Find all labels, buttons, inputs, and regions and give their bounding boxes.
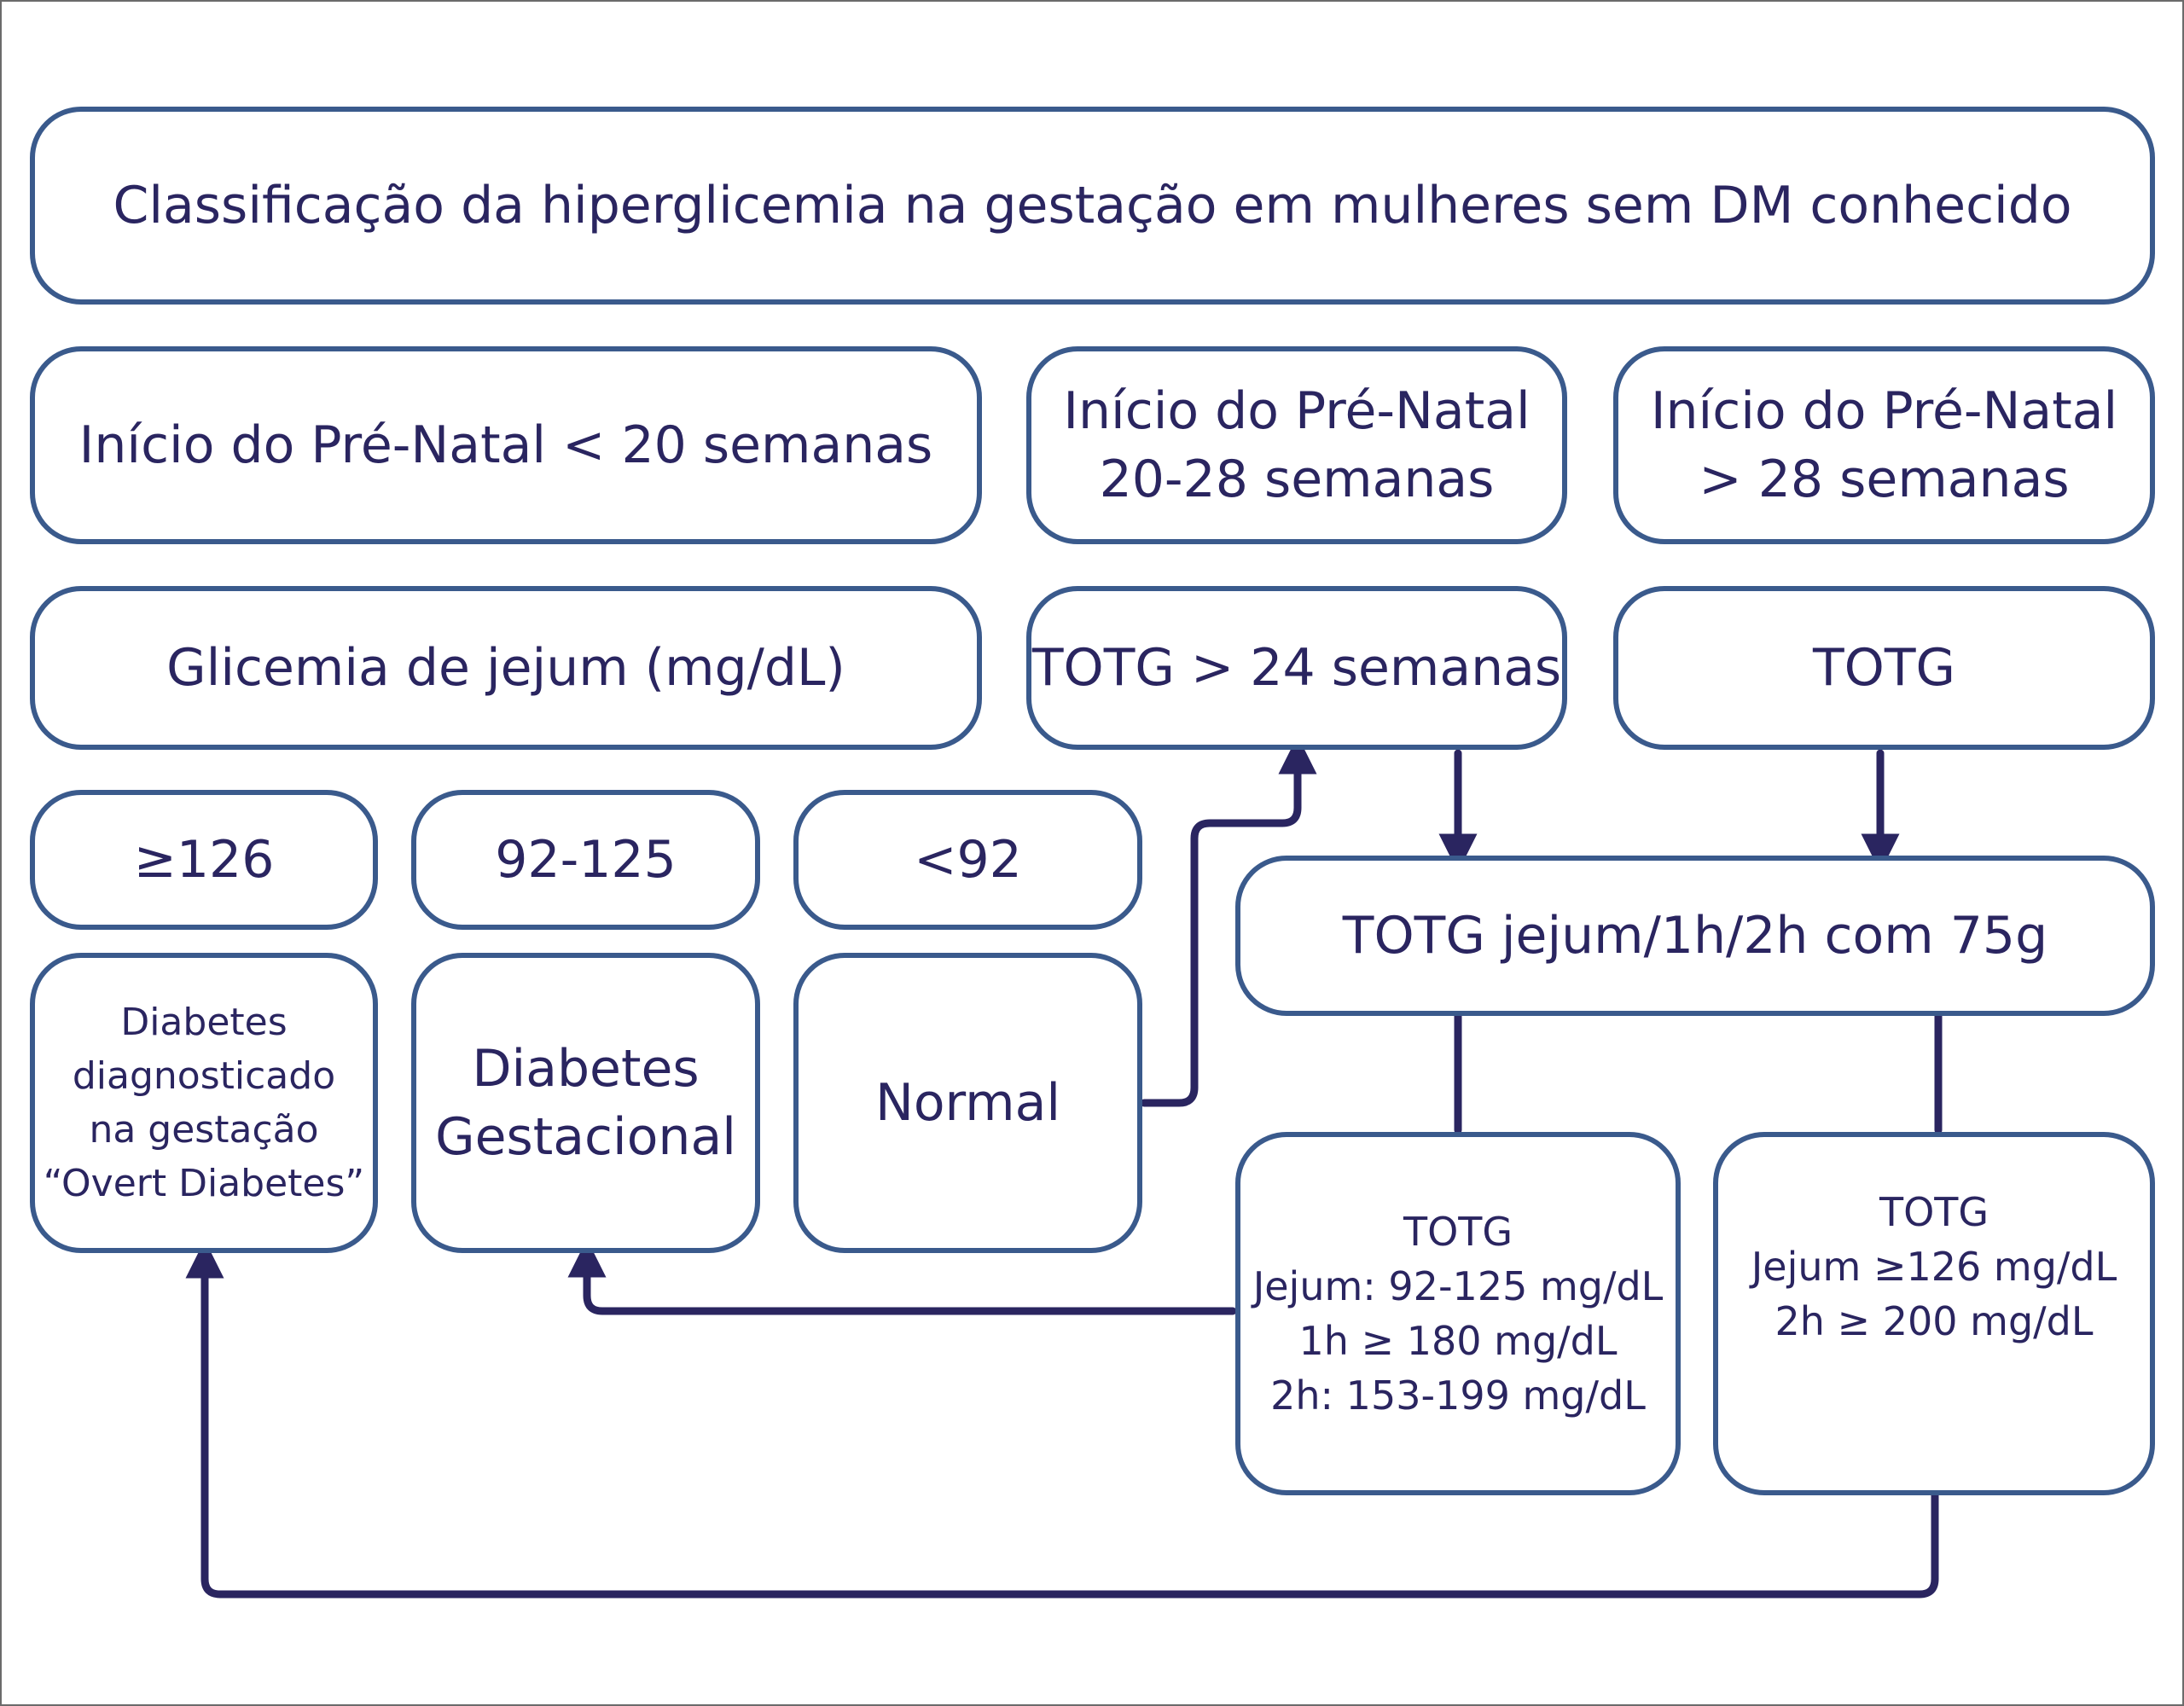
overt-diabetes-line2: diagnosticado	[72, 1054, 336, 1098]
fasting-glucose-box	[30, 586, 982, 750]
overt-diabetes-line3: na gestação	[89, 1108, 319, 1152]
threshold-92-125-box	[411, 790, 760, 930]
diagram-title: Classificação da hiperglicemia na gestação em mulheres sem DM conhecido	[113, 176, 2072, 235]
normal-box	[793, 953, 1142, 1253]
gestational-diabetes-line2: Gestacional	[435, 1107, 736, 1167]
threshold-92-125-label: 92-125	[495, 830, 677, 890]
threshold-under-92-box	[793, 790, 1142, 930]
gestational-criteria-line4: 2h: 153-199 mg/dL	[1270, 1372, 1646, 1419]
prenatal-20-28-line1: Início do Pré-Natal	[1063, 381, 1531, 441]
totg-75g-box	[1235, 856, 2155, 1016]
overt-criteria-line1: TOTG	[1879, 1189, 1989, 1235]
overt-diabetes-box	[30, 953, 378, 1253]
fasting-glucose-label: Glicemia de jejum (mg/dL)	[166, 638, 845, 698]
overt-criteria-line2: Jejum ≥126 mg/dL	[1751, 1244, 2117, 1290]
overt-diabetes-line4: “Overt Diabetes”	[43, 1162, 365, 1205]
gestational-diabetes-line1: Diabetes	[472, 1039, 700, 1099]
prenatal-20-28-line2: 20-28 semanas	[1099, 450, 1495, 509]
totg-box	[1613, 586, 2155, 750]
overt-diabetes-line1: Diabetes	[120, 1001, 288, 1044]
arrow-criteria-to-gestational	[587, 1258, 1233, 1311]
prenatal-under-20-label: Início do Pré-Natal < 20 semanas	[78, 415, 933, 475]
prenatal-over-28-line2: > 28 semanas	[1699, 450, 2070, 509]
gestational-criteria-line3: 1h ≥ 180 mg/dL	[1298, 1318, 1618, 1364]
title-box	[30, 107, 2155, 305]
totg-label: TOTG	[1812, 638, 1956, 698]
normal-label: Normal	[874, 1073, 1061, 1133]
threshold-126-label: ≥126	[133, 830, 275, 890]
totg-75g-label: TOTG jejum/1h/2h com 75g	[1342, 906, 2048, 966]
prenatal-over-28-box	[1613, 346, 2155, 544]
totg-24-weeks-box	[1026, 586, 1567, 750]
totg-24-weeks-label: TOTG > 24 semanas	[1031, 638, 1562, 698]
gestational-diabetes-box	[411, 953, 760, 1253]
prenatal-20-28-box	[1026, 346, 1567, 544]
prenatal-under-20-box	[30, 346, 982, 544]
gestational-criteria-box	[1235, 1132, 1681, 1495]
prenatal-over-28-line1: Início do Pré-Natal	[1650, 381, 2118, 441]
threshold-under-92-label: <92	[914, 830, 1022, 890]
threshold-126-box	[30, 790, 378, 930]
gestational-criteria-line1: TOTG	[1403, 1209, 1513, 1255]
overt-criteria-box	[1713, 1132, 2155, 1495]
gestational-criteria-line2: Jejum: 92-125 mg/dL	[1252, 1263, 1664, 1309]
overt-criteria-line3: 2h ≥ 200 mg/dL	[1774, 1298, 2094, 1344]
